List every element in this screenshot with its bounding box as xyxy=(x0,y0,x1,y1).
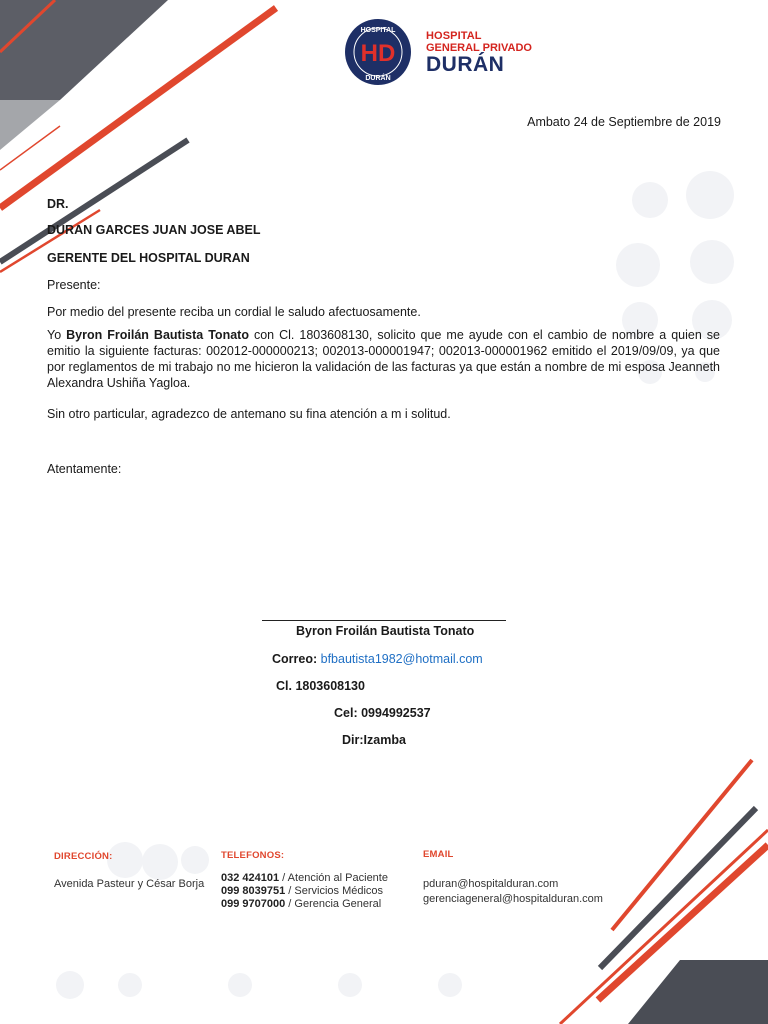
footer-phone-1 xyxy=(221,872,388,885)
recipient-position: GERENTE DEL HOSPITAL DURAN xyxy=(47,251,250,265)
hospital-logo xyxy=(344,18,544,88)
footer-email-1[interactable]: pduran@hospitalduran.com xyxy=(423,878,559,890)
seal-bottom-text: DURÁN xyxy=(365,75,391,82)
intro-paragraph: Por medio del presente reciba un cordial le saludo afectuosamente. xyxy=(47,305,421,319)
body-prefix: Yo xyxy=(47,328,67,342)
seal-letters: HD xyxy=(360,40,396,67)
logo-line-1: HOSPITAL xyxy=(426,30,482,42)
footer-phone-2 xyxy=(221,885,383,898)
valediction: Atentamente: xyxy=(47,462,122,476)
body-sender-name: Byron Froilán Bautista Tonato xyxy=(66,328,249,342)
footer-email-heading: EMAIL xyxy=(423,849,454,860)
recipient-name: DURAN GARCES JUAN JOSE ABEL xyxy=(47,223,261,237)
phone-number: 032 424101 xyxy=(221,872,280,884)
phone-label: / Servicios Médicos xyxy=(285,885,384,897)
signature-line xyxy=(262,620,506,621)
signature-dir: Dir:Izamba xyxy=(342,733,406,747)
email-label: Correo: xyxy=(272,652,321,666)
phone-number: 099 8039751 xyxy=(221,885,286,897)
body-paragraph xyxy=(47,327,720,391)
footer-address: Avenida Pasteur y César Borja xyxy=(54,878,205,890)
email-link[interactable]: bfbautista1982@hotmail.com xyxy=(320,652,483,666)
phone-number: 099 9707000 xyxy=(221,898,286,910)
recipient-title: DR. xyxy=(47,197,69,211)
phone-label: / Atención al Paciente xyxy=(279,872,388,884)
signature-name: Byron Froilán Bautista Tonato xyxy=(296,624,475,638)
footer-email-2[interactable]: gerenciageneral@hospitalduran.com xyxy=(423,893,603,905)
footer-address-heading: DIRECCIÓN: xyxy=(54,851,113,862)
logo-line-2: GENERAL PRIVADO xyxy=(426,42,532,54)
signature-ci: Cl. 1803608130 xyxy=(276,679,365,693)
logo-line-3: DURÁN xyxy=(426,53,505,76)
body-text: con Cl. 1803608130, solicito que me ayude con el cambio de nombre a quien se emitio la siguiente facturas: 002012-000000213; 002013-000001947; 002013-000001962 emitido el 2019/09/09, ya que por reglamentos de mi trabajo no me hicieron la validación de las facturas ya que están a nombre de mi esposa Jeanneth Alexandra Ushiña Yagloa. xyxy=(47,328,720,390)
greeting: Presente: xyxy=(47,278,101,292)
closing-line: Sin otro particular, agradezco de antemano su fina atención a m i solitud. xyxy=(47,407,451,421)
letter-date: Ambato 24 de Septiembre de 2019 xyxy=(527,115,721,129)
phone-label: / Gerencia General xyxy=(285,898,382,910)
signature-cel: Cel: 0994992537 xyxy=(334,706,431,720)
footer-phone-3 xyxy=(221,898,381,911)
seal-top-text: HOSPITAL xyxy=(360,27,396,34)
signature-email-row xyxy=(272,651,483,667)
footer-phones-heading: TELEFONOS: xyxy=(221,850,285,861)
hospital-seal-icon xyxy=(344,18,412,86)
